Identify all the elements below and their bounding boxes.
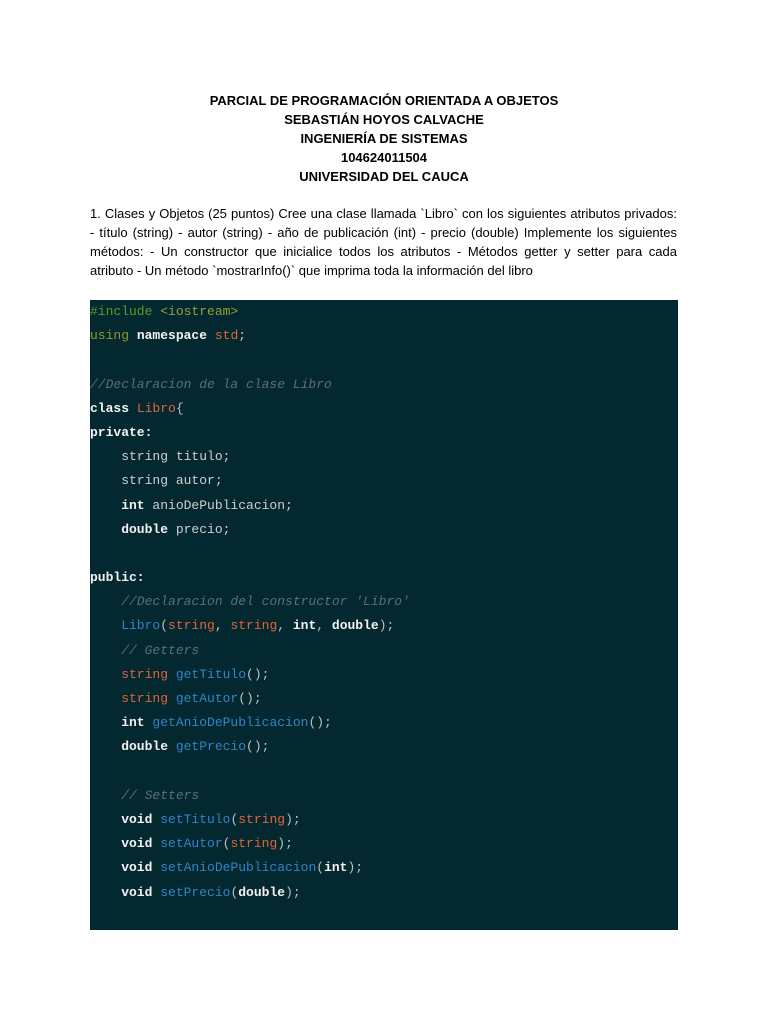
- code-line: [90, 518, 678, 542]
- code-line: [90, 614, 678, 638]
- code-token: double: [90, 521, 169, 537]
- code-line: [90, 445, 678, 469]
- code-line: [90, 494, 678, 518]
- code-line: [90, 856, 678, 880]
- code-token: string: [230, 836, 278, 852]
- code-token: (: [230, 811, 239, 827]
- code-token: int: [90, 715, 153, 731]
- code-token: public:: [90, 570, 145, 586]
- code-token: ();: [246, 739, 270, 755]
- code-token: void: [90, 836, 161, 852]
- student-id: 104624011504: [340, 150, 428, 165]
- code-token: string: [90, 691, 176, 706]
- code-line: [90, 711, 678, 735]
- code-token: );: [285, 811, 301, 827]
- code-token: ,: [316, 618, 332, 634]
- code-token: void: [90, 860, 161, 876]
- code-token: setTitulo: [160, 811, 231, 827]
- code-token: std: [214, 328, 239, 344]
- code-token: string: [90, 666, 176, 682]
- code-line: [90, 832, 678, 856]
- code-line: [90, 421, 678, 445]
- code-token: class: [90, 400, 137, 416]
- code-token: (: [316, 860, 325, 876]
- code-token: getTitulo: [175, 666, 247, 682]
- code-token: private:: [90, 424, 153, 440]
- code-line: [90, 808, 678, 832]
- code-token: string titulo;: [90, 449, 231, 465]
- code-token: int: [292, 618, 317, 634]
- code-line: [90, 300, 678, 324]
- code-line: [90, 639, 678, 663]
- code-token: getAutor: [175, 691, 239, 706]
- code-token: );: [285, 884, 301, 900]
- code-token: );: [347, 860, 364, 876]
- code-token: using: [90, 328, 130, 344]
- code-line: [90, 324, 678, 348]
- code-token: #include: [90, 304, 161, 319]
- code-token: ();: [238, 691, 262, 706]
- code-token: <iostream>: [160, 304, 239, 319]
- code-line: [90, 881, 678, 905]
- code-line: [90, 687, 678, 711]
- code-line: [90, 373, 678, 397]
- student-name: SEBASTIÁN HOYOS CALVACHE: [284, 112, 484, 127]
- code-token: int: [324, 860, 348, 876]
- question-text: 1. Clases y Objetos (25 puntos) Cree una clase llamada `Libro` con los siguientes atributos privados: - título (string) - autor (string) - año de publicación (int) - precio (double) Implemente los siguientes métodos: - Un constructor que inicialice todos los atributos - Métodos getter y setter para cada atributo - Un método `mostrarInfo()` que imprima toda la información del libro: [90, 206, 677, 278]
- code-token: getAnioDePublicacion: [152, 715, 309, 731]
- code-token: ,: [277, 618, 293, 634]
- code-token: Libro: [136, 400, 176, 416]
- code-token: int: [90, 497, 145, 513]
- code-line-empty: [90, 348, 678, 372]
- code-token: string: [238, 811, 286, 827]
- code-token: {: [175, 400, 184, 416]
- code-line-empty: [90, 760, 678, 784]
- code-token: anioDePublicacion;: [144, 497, 293, 513]
- code-token: string: [168, 618, 215, 634]
- code-token: ();: [246, 666, 270, 682]
- code-token: double: [238, 884, 286, 900]
- code-token: double: [90, 739, 176, 755]
- code-block: [90, 300, 678, 930]
- code-line: [90, 397, 678, 421]
- code-token: (: [160, 618, 169, 634]
- code-comment: //Declaracion de la clase Libro: [90, 376, 332, 392]
- code-token: getPrecio: [175, 739, 247, 755]
- code-line: [90, 590, 678, 614]
- document-header: [0, 91, 768, 186]
- code-token: namespace: [129, 328, 215, 344]
- code-token: (: [222, 836, 231, 852]
- code-token: string autor;: [90, 473, 223, 489]
- code-token: );: [378, 618, 395, 634]
- code-comment: // Getters: [90, 642, 200, 658]
- code-token: ,: [214, 618, 231, 634]
- code-line: [90, 663, 678, 687]
- code-token: void: [90, 811, 161, 827]
- code-token: precio;: [168, 521, 231, 537]
- code-token: ();: [308, 715, 332, 731]
- code-line-empty: [90, 542, 678, 566]
- code-token: Libro: [90, 618, 161, 634]
- code-comment: //Declaracion del constructor 'Libro': [90, 594, 410, 610]
- code-line: [90, 784, 678, 808]
- code-token: void: [90, 884, 161, 900]
- code-token: setAutor: [160, 836, 223, 852]
- code-token: string: [230, 618, 278, 634]
- code-token: ;: [238, 328, 247, 344]
- code-line: [90, 566, 678, 590]
- program-name: INGENIERÍA DE SISTEMAS: [300, 131, 468, 146]
- code-comment: // Setters: [90, 787, 200, 803]
- code-token: double: [331, 618, 379, 634]
- course-title: PARCIAL DE PROGRAMACIÓN ORIENTADA A OBJETOS: [209, 93, 559, 108]
- code-token: (: [230, 884, 239, 900]
- code-token: setAnioDePublicacion: [160, 860, 317, 876]
- code-line: [90, 469, 678, 493]
- university-name: UNIVERSIDAD DEL CAUCA: [299, 169, 469, 184]
- code-token: setPrecio: [160, 884, 231, 900]
- code-line: [90, 735, 678, 759]
- code-token: );: [277, 836, 293, 852]
